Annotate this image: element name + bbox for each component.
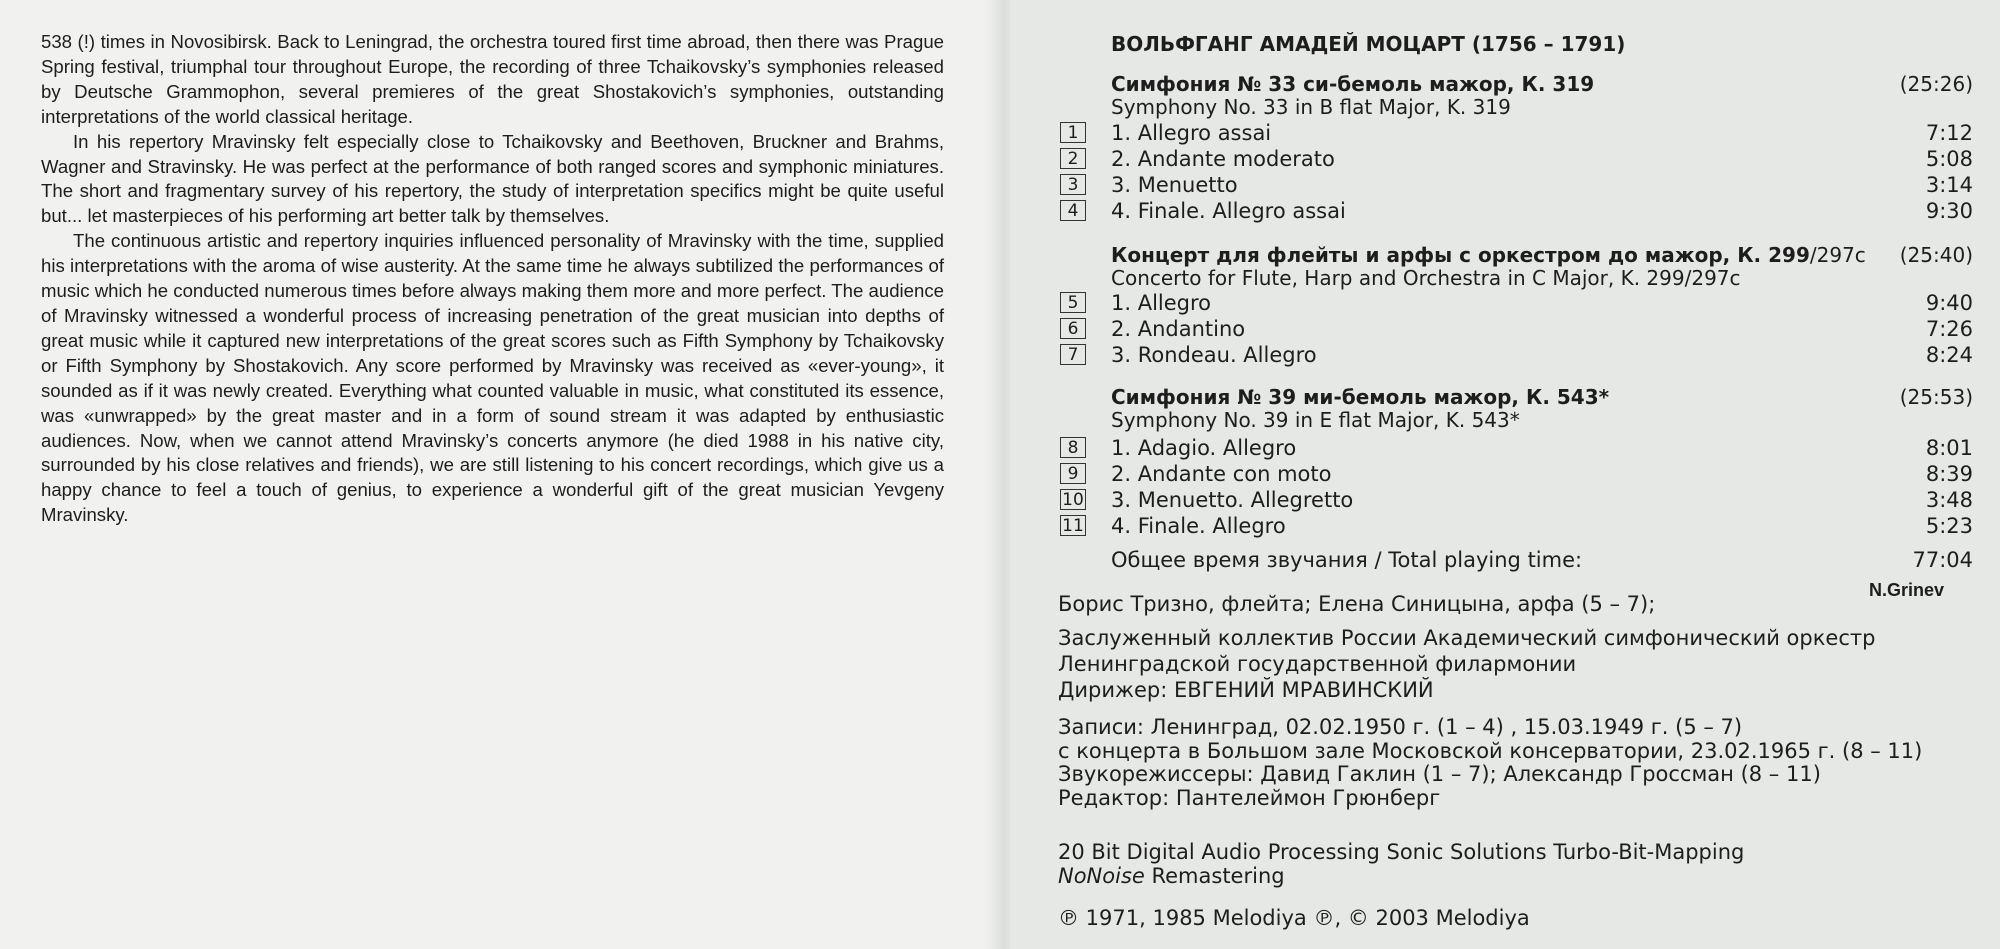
essay-paragraph: The continuous artistic and repertory inquiries influenced personality of Mravinsky with the time, supplied his interpretations with the aroma of wise austerity. At the same time he always subtilized the performances of music which he conducted numerous times before always making them more and more perfect. The audience of Mravinsky witnessed a wonderful process of increasing penetration of the great musician into depths of great music while it captured new interpretations of the great scores such as Fifth Symphony by Tchaikovsky or Fifth Symphony by Shostakovich. Any score performed by Mravinsky was received as «ever-young», it sounded as if it was newly created. Everything what counted valuable in music, what constituted its essence, was «unwrapped» by the great master and in a form of sound stream it was adapted by enthusiastic audiences. Now, when we cannot attend Mravinsky’s concerts anymore (he died 1988 in his native city, surrounded by his close relatives and friends), we are still listening to his concert recordings, which give us a happy chance to feel a touch of genius, to experience a wonderful gift of the great musician Yevgeny Mravinsky. — [41, 230, 944, 526]
work-duration: (25:26) — [1899, 72, 1973, 96]
track-title: 2. Andante con moto — [1111, 462, 1332, 486]
track-number: 10 — [1060, 489, 1086, 510]
track-duration: 7:12 — [1925, 121, 1973, 145]
track-row — [1058, 342, 1973, 368]
track-title: 2. Andantino — [1111, 317, 1246, 341]
track-duration: 8:39 — [1925, 462, 1973, 486]
track-number: 8 — [1060, 437, 1086, 458]
tech-line: 20 Bit Digital Audio Processing Sonic Solutions Turbo-Bit-Mapping — [1058, 840, 1745, 864]
essay-text — [41, 30, 944, 528]
recording-line: Редактор: Пантелеймон Грюнберг — [1058, 785, 1441, 810]
track-title: 1. Adagio. Allegro — [1111, 436, 1297, 460]
track-number: 1 — [1060, 122, 1086, 143]
work-header — [1111, 72, 1973, 118]
track-duration: 9:30 — [1925, 199, 1973, 223]
work-duration: (25:40) — [1899, 243, 1973, 267]
tracklist — [1058, 0, 1973, 949]
credit-line: Дирижер: ЕВГЕНИЙ МРАВИНСКИЙ — [1058, 678, 1434, 702]
track-duration: 9:40 — [1925, 291, 1973, 315]
essay-paragraph: 538 (!) times in Novosibirsk. Back to Leningrad, the orchestra toured first time abroad, then there was Prague Spring festival, triumphal tour throughout Europe, the recording of three Tchaikovsky’s symphonies released by Deutsche Grammophon, several premieres of the great Shostakovich’s symphonies, outstanding interpretations of the world classical heritage. — [41, 31, 944, 127]
total-playing-time — [1111, 548, 1973, 572]
track-title: 3. Rondeau. Allegro — [1111, 343, 1317, 367]
work-header — [1111, 243, 1973, 289]
tech-line: Remastering — [1144, 864, 1285, 888]
work-header — [1111, 385, 1973, 431]
total-duration: 77:04 — [1912, 548, 1973, 572]
work-duration: (25:53) — [1899, 385, 1973, 409]
recording-line: Звукорежиссеры: Давид Гаклин (1 – 7); Александр Гроссман (8 – 11) — [1058, 762, 1821, 786]
recording-line: с концерта в Большом зале Московской консерватории, 23.02.1965 г. (8 – 11) — [1058, 738, 1923, 763]
track-duration: 5:08 — [1925, 147, 1973, 171]
track-row — [1058, 435, 1973, 461]
track-title: 4. Finale. Allegro assai — [1111, 199, 1346, 223]
work-title-ru: Концерт для флейты и арфы с оркестром до мажор, К. 299 — [1111, 243, 1810, 267]
track-duration: 8:24 — [1925, 343, 1973, 367]
track-number: 5 — [1060, 292, 1086, 313]
work-title-en: Symphony No. 33 in B flat Major, K. 319 — [1111, 95, 1511, 119]
nonoise-label: NoNoise — [1058, 864, 1145, 888]
track-number: 11 — [1060, 515, 1086, 536]
track-number: 4 — [1060, 200, 1086, 221]
track-title: 1. Allegro — [1111, 291, 1212, 315]
track-duration: 3:48 — [1925, 488, 1973, 512]
track-row — [1058, 120, 1973, 146]
track-duration: 3:14 — [1925, 173, 1973, 197]
credit-line: Ленинградской государственной филармонии — [1058, 652, 1577, 676]
track-row — [1058, 461, 1973, 487]
work-title-ru: Симфония № 39 ми-бемоль мажор, К. 543* — [1111, 385, 1610, 409]
work-title-ru-suffix: /297c — [1809, 243, 1866, 267]
credit-line: Заслуженный коллектив России Академический симфонический оркестр — [1058, 626, 1876, 650]
work-title-ru: Симфония № 33 си-бемоль мажор, К. 319 — [1111, 72, 1595, 96]
track-number: 9 — [1060, 463, 1086, 484]
track-number: 7 — [1060, 344, 1086, 365]
work-title-en: Symphony No. 39 in E flat Major, K. 543* — [1111, 408, 1520, 432]
technical-notes — [1058, 840, 1744, 888]
track-row — [1058, 290, 1973, 316]
recording-credits — [1058, 716, 1922, 810]
composer-heading: ВОЛЬФГАНГ АМАДЕЙ МОЦАРТ (1756 – 1791) — [1111, 32, 1626, 56]
performer-credits — [1058, 591, 1875, 703]
track-number: 6 — [1060, 318, 1086, 339]
track-row — [1058, 172, 1973, 198]
author-signature: N.Grinev — [1868, 580, 1944, 600]
recording-line: Записи: Ленинград, 02.02.1950 г. (1 – 4) , 15.03.1949 г. (5 – 7) — [1058, 715, 1743, 739]
track-title: 4. Finale. Allegro — [1111, 514, 1286, 538]
track-row — [1058, 513, 1973, 539]
track-duration: 8:01 — [1925, 436, 1973, 460]
track-row — [1058, 146, 1973, 172]
track-title: 3. Menuetto. Allegretto — [1111, 488, 1354, 512]
copyright-line: ℗ 1971, 1985 Melodiya ℗, © 2003 Melodiya — [1058, 906, 1530, 930]
track-title: 1. Allegro assai — [1111, 121, 1272, 145]
track-title: 2. Andante moderato — [1111, 147, 1335, 171]
track-row — [1058, 198, 1973, 224]
track-duration: 7:26 — [1925, 317, 1973, 341]
track-number: 2 — [1060, 148, 1086, 169]
essay-paragraph: In his repertory Mravinsky felt especially close to Tchaikovsky and Beethoven, Bruckner and Brahms, Wagner and Stravinsky. He was perfect at the performance of both ranged scores and symphonic miniatures. The short and fragmentary survey of his repertory, the study of interpretation specifics might be quite useful but... let masterpieces of his performing art better talk by themselves. — [41, 130, 944, 227]
track-title: 3. Menuetto — [1111, 173, 1238, 197]
track-number: 3 — [1060, 174, 1086, 195]
track-row — [1058, 487, 1973, 513]
total-label: Общее время звучания / Total playing time: — [1111, 548, 1583, 572]
track-duration: 5:23 — [1925, 514, 1973, 538]
work-title-en: Concerto for Flute, Harp and Orchestra in C Major, K. 299/297c — [1111, 266, 1741, 290]
credit-line: Борис Тризно, флейта; Елена Синицына, арфа (5 – 7); — [1058, 592, 1656, 616]
track-row — [1058, 316, 1973, 342]
